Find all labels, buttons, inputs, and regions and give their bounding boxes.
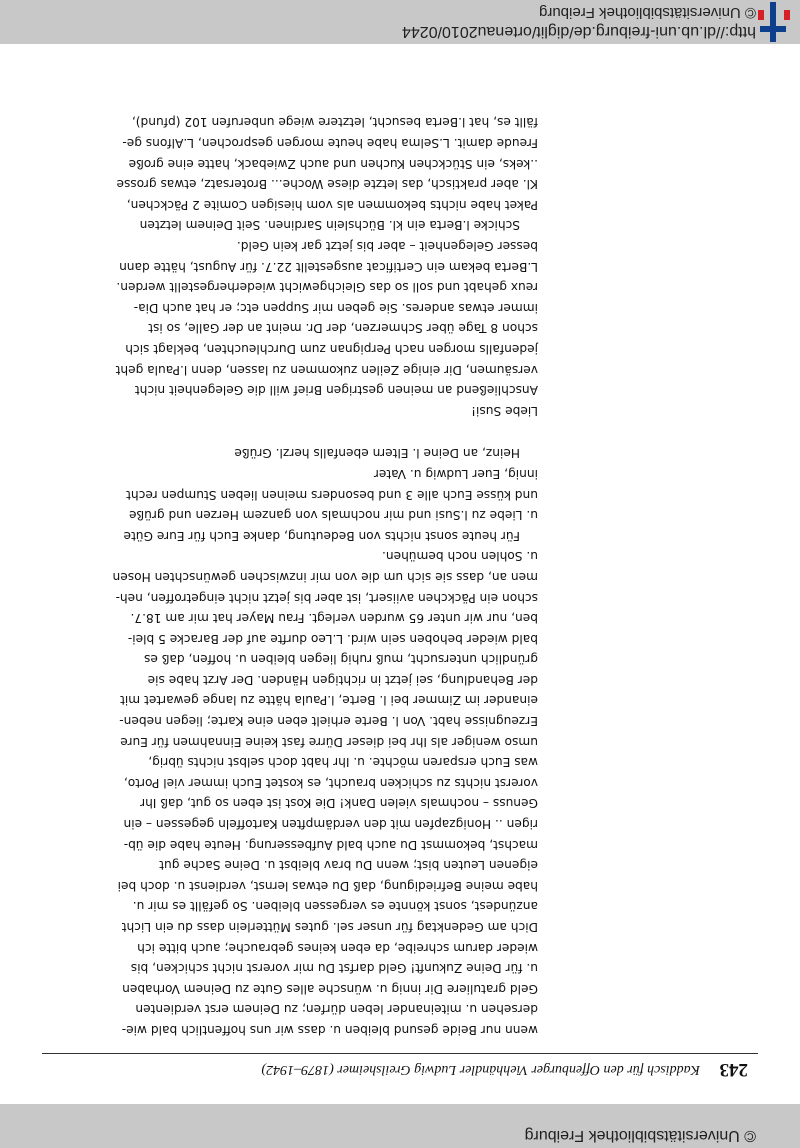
text-line: Freude damit. L.Selma habe heute morgen gesprochen, L.Alfons ge- bbox=[122, 136, 538, 151]
text-line: Erzeugnisse habt. Von l. Berte erhielt eben eine Karte; liegen neben- bbox=[119, 714, 538, 729]
text-line: Kl. aber praktisch, das letzte diese Woche... Brotersatz, etwas grosse bbox=[116, 177, 538, 192]
text-line: u. für Deine Zukunft! Geld darfst Du mir vorerst nicht schicken, bis bbox=[130, 961, 538, 976]
text-line: eigenen Leuten bist; wenn Du brav bleibst u. Deine Sache gut bbox=[159, 858, 538, 873]
text-line: u. Liebe zu l.Susi und mir nochmals von ganzem Herzen und grüße bbox=[128, 508, 538, 523]
text-line: Dich am Gedenktag für unser sel. gutes Mütterlein dass du ein Licht bbox=[121, 920, 538, 935]
text-line: versäumen, Dir einige Zeilen zukommen zu lassen, denn l.Paula geht bbox=[115, 362, 538, 377]
text-line: L.Berta bekam ein Certificat ausgestellt 22.7. für August, hätte dann bbox=[119, 259, 538, 274]
letter2-text bbox=[76, 112, 538, 421]
text-line: immer etwas anderes. Sie geben mir Suppen etc; er hat auch Dia- bbox=[133, 300, 538, 315]
text-line: men an, dass sie sich um die von mir inzwischen gewünschten Hosen bbox=[112, 569, 538, 584]
text-line: ben, nur wir unter 65 wurden verlegt. Frau Mayer hat mir am 18.7. bbox=[130, 611, 538, 626]
top-source-bar bbox=[0, 0, 800, 44]
text-line: bald wieder behoben sein wird. L.Leo durfte auf der Baracke 5 blei- bbox=[127, 631, 538, 646]
text-line: machst, bekommst Du auch bald Aufbesserung. Heute habe die üb- bbox=[123, 837, 538, 852]
text-line: vorerst nichts zu schicken braucht, es kostet Euch immer viel Porto, bbox=[123, 775, 538, 790]
text-line: Für heute sonst nichts von Bedeutung, danke Euch für Eure Güte bbox=[123, 528, 520, 543]
page-number: 243 bbox=[719, 1059, 748, 1080]
text-line: anzündest, sonst könnte es vergessen bleiben. So gefällt es mir u. bbox=[132, 899, 538, 914]
text-line: gründlich untersucht, muß ruhig liegen bleiben u. hoffen, daß es bbox=[144, 652, 538, 667]
text-line: schon 8 Tage über Schmerzen, der Dr. meint an der Galle, so ist bbox=[148, 321, 538, 336]
text-line: dersehen u. miteinander leben dürfen; zu Deinem erst verdienten bbox=[135, 1002, 538, 1017]
text-line: habe meine Befriedigung, daß Du etwas lernst, verdienst u. doch bei bbox=[117, 878, 538, 893]
text-line: Geld gratuliere Dir innig u. wünsche alles Gute zu Deinem Vorhaben bbox=[122, 981, 538, 996]
text-line: rigen .. Honigzapfen mit den verdämpften Kartoffeln gegessen – ein bbox=[123, 817, 538, 832]
text-line: und küsse Euch alle 3 und besonders meinen lieben Stumpen recht bbox=[126, 487, 538, 502]
text-line: Genuss – nochmals vielen Dank! Die Kost ist eben so gut, daß Ihr bbox=[140, 796, 538, 811]
text-line: Anschließend an meinen gestrigen Brief will die Gelegenheit nicht bbox=[134, 383, 538, 398]
text-line: fällt es, hat l.Berta besucht, letztere wiege unberufen 102 (pfund), bbox=[131, 115, 538, 130]
text-line: der Behandlung, sei jetzt in richtigen Händen. Der Arzt habe sie bbox=[147, 672, 538, 687]
copyright-text: © Universitätsbibliothek Freiburg bbox=[539, 4, 756, 21]
text-line: wenn nur Beide gesund bleiben u. dass wir uns hoffentlich bald wie- bbox=[121, 1023, 538, 1037]
bottom-source-bar bbox=[0, 1104, 800, 1148]
source-url-link[interactable]: http://dl.ub.uni-freiburg.de/diglit/ortenau2010/0244 bbox=[401, 23, 756, 40]
text-line: Schicke l.Berta ein kl. Büchslein Sardinen. Seit Deinem letzten bbox=[139, 218, 520, 233]
text-line: schon ein Päckchen aviisert, ist aber bis jetzt nicht eingetroffen, neh- bbox=[115, 590, 538, 605]
letter2-salutation: Liebe Susi! bbox=[471, 403, 538, 418]
letter1-closing: Heinz, an Deine l. Eltern ebenfalls herzl. Grüße bbox=[234, 446, 520, 461]
text-line: innig, Euer Ludwig u. Vater bbox=[373, 466, 538, 481]
running-header bbox=[42, 1053, 758, 1082]
text-line: wieder darum schreibe, da eben keines gebrauche; auch bitte ich bbox=[137, 940, 538, 955]
running-title: Kaddisch für den Offenburger Viehhändler Ludwig Greilsheimer (1879–1942) bbox=[261, 1062, 700, 1077]
university-logo-icon bbox=[754, 2, 794, 42]
letter-body bbox=[76, 112, 538, 1040]
letter1-text bbox=[76, 443, 538, 1040]
text-line: einander im Zimmer bei l. Berte, l.Paula hätte zu lange gewartet mit bbox=[120, 693, 538, 708]
bottom-copyright-text: © Universitätsbibliothek Freiburg bbox=[524, 1127, 756, 1144]
text-line: jedenfalls morgen nach Perpignan zum Durchleuchten, beklagt sich bbox=[125, 342, 538, 356]
text-line: reux gehabt und soll so das Gleichgewicht wiederhergestellt werden. bbox=[116, 280, 538, 295]
text-line: u. Sohlen noch bemühen. bbox=[381, 549, 538, 564]
text-line: ..keks, ein Stückchen Kuchen und auch Zwieback, hatte eine große bbox=[128, 156, 538, 171]
text-line: besser Gelegenheit – aber bis jetzt gar kein Geld. bbox=[236, 239, 538, 254]
text-line: Paket habe nichts bekommen als vom hiesigen Comite 2 Päckchen, bbox=[126, 197, 538, 212]
text-line: was Euch ersparen möchte. u. Ihr habt doch selbst nichts übrig, bbox=[148, 755, 538, 770]
text-line: umso weniger als Ihr bei dieser Dürre fast keine Einnahmen für Eure bbox=[120, 734, 538, 749]
